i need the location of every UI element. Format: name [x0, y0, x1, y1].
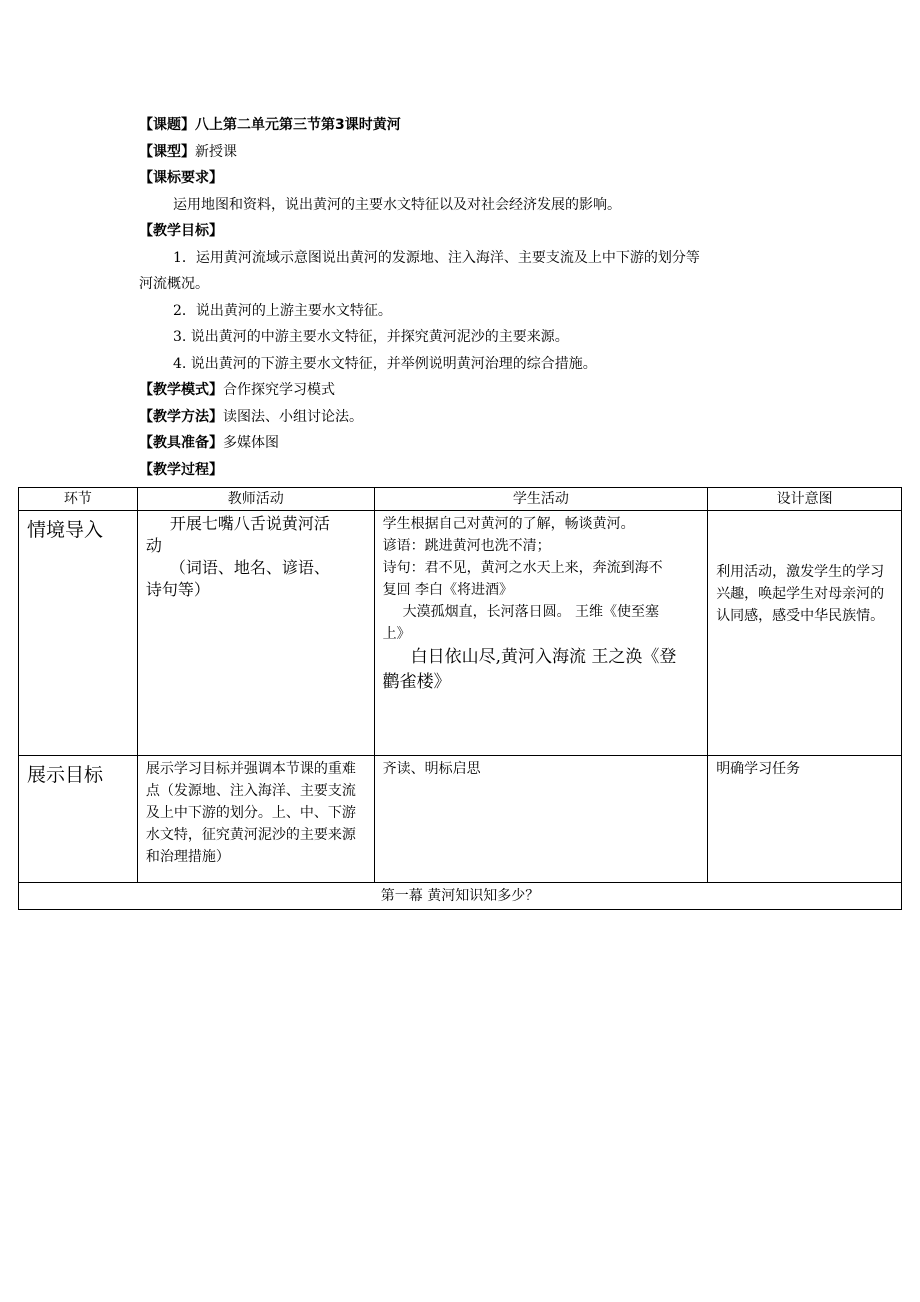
- col-header-intent: 设计意图: [708, 488, 902, 511]
- act-title: 第一幕 黄河知识知多少？: [19, 883, 902, 910]
- mode-line: [139, 377, 859, 404]
- stage-cell: 情境导入: [19, 511, 138, 756]
- student-line: 复回 李白《将进酒》: [382, 582, 514, 598]
- act-row: [19, 883, 902, 910]
- lesson-header: [139, 112, 859, 483]
- topic-line: [139, 112, 859, 139]
- type-line: [139, 139, 859, 166]
- student-line: 白日依山尽,黄河入海流 王之涣《登: [410, 647, 677, 667]
- goal-4: 4. 说出黄河的下游主要水文特征，并举例说明黄河治理的综合措施。: [173, 355, 597, 372]
- teacher-cell: [137, 511, 374, 756]
- method-line: [139, 404, 859, 431]
- tools-value: 多媒体图: [223, 435, 279, 451]
- goals-line: [139, 218, 859, 245]
- teacher-line: 开展七嘴八舌说黄河活: [169, 514, 330, 533]
- goals-label: 【教学目标】: [139, 223, 223, 239]
- topic-label: 【课题】: [139, 117, 195, 133]
- tools-label: 【教具准备】: [139, 435, 223, 451]
- intent-cell: 利用活动，激发学生的学习兴趣，唤起学生对母亲河的认同感，感受中华民族情。: [708, 511, 902, 756]
- process-table: [18, 487, 902, 910]
- student-cell: [374, 511, 708, 756]
- student-line: 诗句：君不见，黄河之水天上来，奔流到海不: [382, 560, 663, 576]
- mode-label: 【教学模式】: [139, 382, 223, 398]
- goal-3: 3. 说出黄河的中游主要水文特征，并探究黄河泥沙的主要来源。: [173, 329, 569, 345]
- process-line: [139, 457, 859, 484]
- tools-line: [139, 430, 859, 457]
- intent-cell: 明确学习任务: [708, 756, 902, 883]
- student-line: 鹳雀楼》: [382, 672, 451, 692]
- standard-line: [139, 165, 859, 192]
- process-label: 【教学过程】: [139, 461, 223, 478]
- goal-1-cont: 河流概况。: [139, 276, 209, 292]
- teacher-line: （词语、地名、谚语、: [169, 558, 330, 577]
- teacher-line: 诗句等）: [145, 580, 210, 599]
- table-header-row: [19, 488, 902, 511]
- method-value: 读图法、小组讨论法。: [223, 408, 363, 425]
- col-header-stage: 环节: [19, 488, 138, 511]
- goal-1: 1．运用黄河流域示意图说出黄河的发源地、注入海洋、主要支流及上中下游的划分等: [173, 249, 700, 266]
- table-row: [19, 756, 902, 883]
- type-label: 【课型】: [139, 143, 195, 160]
- table-row: [19, 511, 902, 756]
- student-line: 谚语：跳进黄河也洗不清；: [382, 538, 551, 554]
- student-line: 学生根据自己对黄河的了解，畅谈黄河。: [382, 516, 635, 532]
- stage-cell: 展示目标: [19, 756, 138, 883]
- goal-2: 2．说出黄河的上游主要水文特征。: [173, 302, 392, 319]
- student-line: 上》: [382, 626, 411, 642]
- standard-text: 运用地图和资料，说出黄河的主要水文特征以及对社会经济发展的影响。: [173, 196, 621, 213]
- mode-value: 合作探究学习模式: [223, 382, 335, 398]
- method-label: 【教学方法】: [139, 408, 223, 425]
- type-value: 新授课: [195, 143, 237, 160]
- topic-value: 八上第二单元第三节第3课时黄河: [195, 117, 401, 133]
- student-cell: 齐读、明标启思: [374, 756, 708, 883]
- teacher-cell: 展示学习目标并强调本节课的重难点（发源地、注入海洋、主要支流及上中下游的划分。上、中、下游水文特，征究黄河泥沙的主要来源和治理措施）: [137, 756, 374, 883]
- col-header-student: 学生活动: [374, 488, 708, 511]
- teacher-line: 动: [145, 536, 162, 555]
- standard-label: 【课标要求】: [139, 170, 223, 186]
- student-line: 大漠孤烟直，长河落日圆。 王维《使至塞: [402, 604, 660, 620]
- col-header-teacher: 教师活动: [137, 488, 374, 511]
